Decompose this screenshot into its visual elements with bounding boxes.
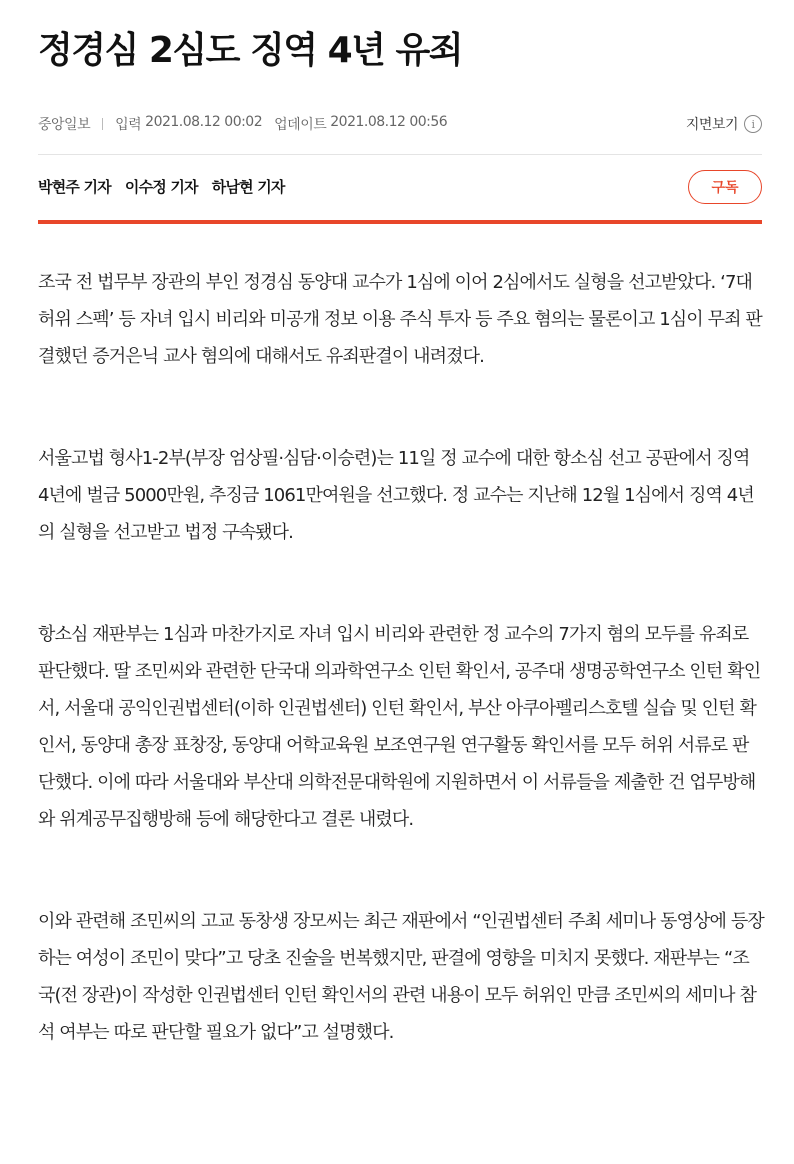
reporter-list xyxy=(38,176,285,197)
update-date-block xyxy=(274,114,459,134)
reporter-name[interactable]: 박현주 기자 xyxy=(38,178,111,196)
article-paragraph: 이와 관련해 조민씨의 고교 동창생 장모씨는 최근 재판에서 “인권법센터 주최 세미나 동영상에 등장하는 여성이 조민이 맞다”고 당초 진술을 번복했지만, 판결에 영향을 미치지 못했다. 재판부는 “조국(전 장관)이 작성한 인권법센터 인턴 확인서의 관련 내용이 모두 허위인 만큼 조민씨의 세미나 참석 여부는 따로 판단할 필요가 없다”고 설명했다. xyxy=(38,911,764,1043)
print-view-label: 지면보기 xyxy=(685,117,738,133)
input-date-block xyxy=(115,114,274,134)
meta-separator xyxy=(102,118,103,130)
accent-divider xyxy=(38,220,762,224)
input-date-value: 2021.08.12 00:02 xyxy=(145,114,263,130)
article-body xyxy=(38,264,764,1051)
update-date-label: 업데이트 xyxy=(274,117,327,133)
subscribe-button[interactable]: 구독 xyxy=(688,170,762,204)
input-date-label: 입력 xyxy=(115,117,142,133)
print-view-button[interactable] xyxy=(686,114,762,134)
article-paragraph: 서울고법 형사1-2부(부장 엄상필·심담·이승련)는 11일 정 교수에 대한 항소심 선고 공판에서 징역 4년에 벌금 5000만원, 추징금 1061만여원을 선고했다. 정 교수는 지난해 12월 1심에서 징역 4년의 실형을 선고받고 법정 구속됐다. xyxy=(38,448,754,543)
article-meta xyxy=(38,112,762,136)
header-divider xyxy=(38,154,762,155)
reporter-name[interactable]: 이수정 기자 xyxy=(124,178,198,196)
info-icon[interactable]: i xyxy=(744,115,762,133)
article-paragraph: 조국 전 법무부 장관의 부인 정경심 동양대 교수가 1심에 이어 2심에서도 실형을 선고받았다. ‘7대 허위 스펙’ 등 자녀 입시 비리와 미공개 정보 이용 주식 투자 등 주요 혐의는 물론이고 1심이 무죄 판결했던 증거은닉 교사 혐의에 대해서도 유죄판결이 내려졌다. xyxy=(38,272,762,367)
article-paragraph: 항소심 재판부는 1심과 마찬가지로 자녀 입시 비리와 관련한 정 교수의 7가지 혐의 모두를 유죄로 판단했다. 딸 조민씨와 관련한 단국대 의과학연구소 인턴 확인서, 공주대 생명공학연구소 인턴 확인서, 서울대 공익인권법센터(이하 인권법센터) 인턴 확인서, 부산 아쿠아펠리스호텔 실습 및 인턴 확인서, 동양대 총장 표창장, 동양대 어학교육원 보조연구원 연구활동 확인서를 모두 허위 서류로 판단했다. 이에 따라 서울대와 부산대 의학전문대학원에 지원하면서 이 서류들을 제출한 건 업무방해와 위계공무집행방해 등에 해당한다고 결론 내렸다. xyxy=(38,624,761,830)
publisher-name[interactable]: 중앙일보 xyxy=(38,117,91,133)
article-headline: 정경심 2심도 징역 4년 유죄 xyxy=(38,30,462,71)
reporter-name[interactable]: 하남현 기자 xyxy=(211,178,285,196)
update-date-value: 2021.08.12 00:56 xyxy=(330,114,448,130)
